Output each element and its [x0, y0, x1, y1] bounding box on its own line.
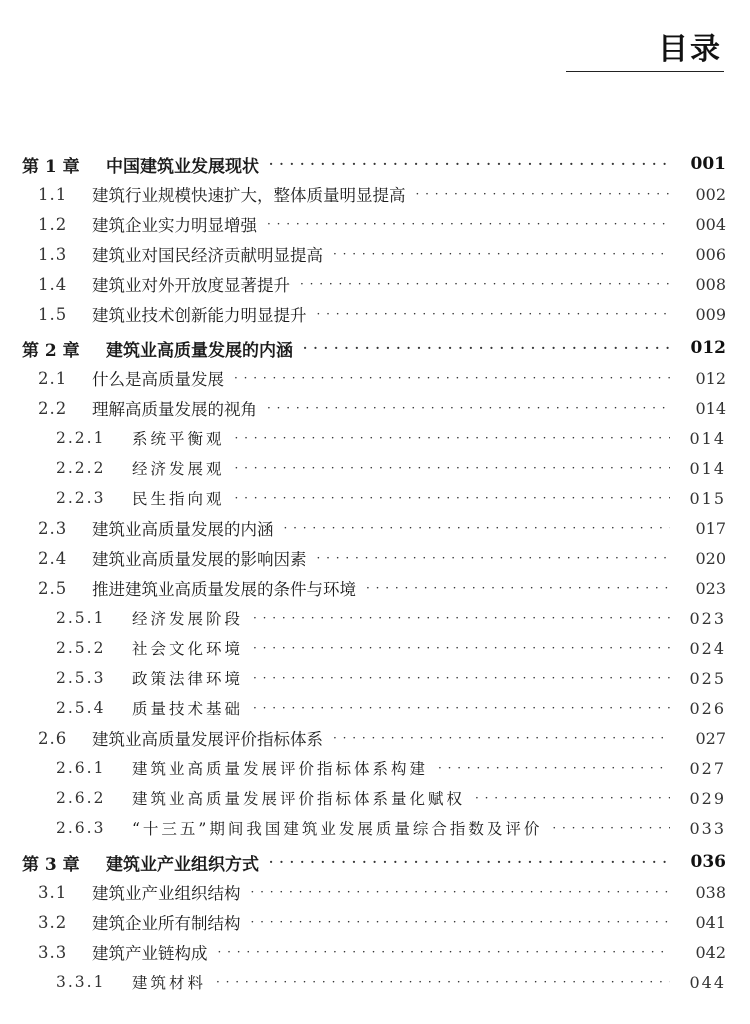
toc-entry-page-number: 020: [695, 548, 726, 568]
dot-leader: [269, 157, 670, 171]
dot-leader: [253, 701, 670, 715]
dot-leader: [366, 581, 670, 595]
toc-entry-page-number: 014: [695, 398, 726, 418]
toc-entry-page-number: 044: [689, 972, 726, 992]
toc-entry-title: 建筑业对国民经济贡献明显提高: [92, 246, 323, 265]
dot-leader: [284, 521, 671, 535]
toc-entry-number: 2.1: [38, 368, 68, 388]
dot-leader: [251, 915, 671, 929]
toc-entry-number: 3.1: [38, 882, 68, 902]
toc-entry-title: 建筑产业链构成: [92, 944, 208, 963]
toc-entry-page-number: 015: [689, 488, 726, 508]
toc-section-entry[interactable]: [0, 543, 750, 573]
toc-entry-title: 什么是高质量发展: [92, 370, 224, 389]
toc-subsection-entry[interactable]: [0, 693, 750, 723]
toc-entry-title: 建筑业高质量发展的内涵: [92, 520, 274, 539]
dot-leader: [235, 431, 670, 445]
toc-entry-page-number: 027: [695, 728, 726, 748]
toc-entry-page-number: 009: [695, 304, 726, 324]
toc-section-entry[interactable]: [0, 877, 750, 907]
dot-leader: [269, 855, 670, 869]
toc-entry-number: 2.3: [38, 518, 68, 538]
toc-entry-title: 建筑行业规模快速扩大，整体质量明显提高: [92, 186, 406, 205]
dot-leader: [251, 885, 671, 899]
toc-entry-number: 2.6.1: [56, 759, 106, 777]
toc-subsection-entry[interactable]: [0, 633, 750, 663]
dot-leader: [475, 791, 670, 805]
table-of-contents: [0, 149, 750, 997]
toc-entry-page-number: 017: [695, 518, 726, 538]
toc-entry-number: 1.2: [38, 214, 68, 234]
toc-entry-page-number: 012: [690, 338, 726, 358]
toc-entry-number: 1.3: [38, 244, 68, 264]
toc-entry-number: 2.2: [38, 398, 68, 418]
toc-entry-title: 建筑业产业组织结构: [92, 884, 241, 903]
toc-entry-number: 1.5: [38, 304, 68, 324]
toc-entry-page-number: 008: [695, 274, 726, 294]
toc-entry-title: 建筑业高质量发展评价指标体系构建: [132, 760, 429, 778]
toc-entry-number: 1.4: [38, 274, 68, 294]
title-underline: [566, 71, 724, 72]
toc-entry-title: 系统平衡观: [132, 430, 225, 448]
dot-leader: [303, 341, 670, 355]
toc-entry-title: 建筑业高质量发展评价指标体系量化赋权: [132, 790, 466, 808]
toc-subsection-entry[interactable]: [0, 813, 750, 843]
page-title: 目录: [658, 32, 722, 67]
toc-section-entry[interactable]: [0, 363, 750, 393]
toc-entry-page-number: 014: [689, 458, 726, 478]
toc-section-entry[interactable]: [0, 723, 750, 753]
toc-entry-page-number: 025: [689, 668, 726, 688]
dot-leader: [317, 307, 671, 321]
toc-entry-number: 3.2: [38, 912, 68, 932]
toc-entry-title: 推进建筑业高质量发展的条件与环境: [92, 580, 356, 599]
dot-leader: [234, 371, 670, 385]
toc-entry-page-number: 004: [695, 214, 726, 234]
toc-entry-number: 2.4: [38, 548, 68, 568]
toc-entry-title: 理解高质量发展的视角: [92, 400, 257, 419]
toc-entry-number: 第 2 章: [22, 340, 80, 361]
toc-entry-page-number: 001: [690, 154, 726, 174]
toc-entry-page-number: 026: [689, 698, 726, 718]
toc-entry-page-number: 002: [695, 184, 726, 204]
toc-subsection-entry[interactable]: [0, 453, 750, 483]
toc-entry-number: 3.3.1: [56, 973, 106, 991]
toc-entry-title: 建筑业高质量发展的影响因素: [92, 550, 307, 569]
dot-leader: [253, 641, 670, 655]
toc-entry-page-number: 024: [689, 638, 726, 658]
toc-section-entry[interactable]: [0, 937, 750, 967]
dot-leader: [235, 461, 670, 475]
toc-entry-number: 2.5: [38, 578, 68, 598]
toc-subsection-entry[interactable]: [0, 753, 750, 783]
toc-entry-page-number: 006: [695, 244, 726, 264]
toc-subsection-entry[interactable]: [0, 603, 750, 633]
toc-entry-page-number: 014: [689, 428, 726, 448]
toc-section-entry[interactable]: [0, 209, 750, 239]
toc-entry-title: 建筑企业实力明显增强: [92, 216, 257, 235]
dot-leader: [267, 401, 670, 415]
toc-chapter-entry[interactable]: [0, 333, 750, 363]
toc-entry-title: 经济发展观: [132, 460, 225, 478]
toc-entry-title: 建筑企业所有制结构: [92, 914, 241, 933]
toc-section-entry[interactable]: [0, 179, 750, 209]
toc-entry-number: 2.5.3: [56, 669, 106, 687]
toc-subsection-entry[interactable]: [0, 967, 750, 997]
toc-section-entry[interactable]: [0, 513, 750, 543]
toc-section-entry[interactable]: [0, 907, 750, 937]
toc-entry-number: 2.6.2: [56, 789, 106, 807]
dot-leader: [253, 671, 670, 685]
toc-entry-title: 经济发展阶段: [132, 610, 244, 628]
toc-entry-number: 2.2.3: [56, 489, 106, 507]
toc-entry-title: 建筑材料: [132, 974, 207, 992]
toc-entry-title: 建筑业高质量发展的内涵: [106, 340, 293, 361]
toc-entry-title: 建筑业技术创新能力明显提升: [92, 306, 307, 325]
toc-section-entry[interactable]: [0, 393, 750, 423]
toc-section-entry[interactable]: [0, 299, 750, 329]
toc-chapter-entry[interactable]: [0, 847, 750, 877]
toc-section-entry[interactable]: [0, 239, 750, 269]
toc-subsection-entry[interactable]: [0, 423, 750, 453]
toc-entry-page-number: 042: [695, 942, 726, 962]
toc-subsection-entry[interactable]: [0, 783, 750, 813]
toc-entry-number: 2.6: [38, 728, 68, 748]
dot-leader: [300, 277, 670, 291]
toc-section-entry[interactable]: [0, 269, 750, 299]
toc-entry-title: 建筑业高质量发展评价指标体系: [92, 730, 323, 749]
toc-entry-number: 1.1: [38, 184, 68, 204]
toc-entry-page-number: 033: [689, 818, 726, 838]
toc-entry-title: 质量技术基础: [132, 700, 244, 718]
toc-entry-title: 社会文化环境: [132, 640, 244, 658]
toc-entry-number: 第 1 章: [22, 156, 80, 177]
dot-leader: [333, 731, 670, 745]
toc-entry-number: 2.6.3: [56, 819, 106, 837]
dot-leader: [552, 821, 670, 835]
toc-entry-page-number: 036: [690, 852, 726, 872]
toc-entry-title: 建筑业对外开放度显著提升: [92, 276, 290, 295]
dot-leader: [333, 247, 670, 261]
toc-entry-page-number: 038: [695, 882, 726, 902]
dot-leader: [438, 761, 670, 775]
toc-entry-number: 2.2.1: [56, 429, 106, 447]
toc-section-entry[interactable]: [0, 573, 750, 603]
dot-leader: [216, 975, 670, 989]
toc-entry-page-number: 023: [695, 578, 726, 598]
toc-subsection-entry[interactable]: [0, 483, 750, 513]
toc-chapter-entry[interactable]: [0, 149, 750, 179]
toc-entry-title: 政策法律环境: [132, 670, 244, 688]
toc-entry-page-number: 027: [689, 758, 726, 778]
dot-leader: [218, 945, 671, 959]
toc-entry-number: 2.5.4: [56, 699, 106, 717]
toc-entry-number: 3.3: [38, 942, 68, 962]
toc-entry-page-number: 029: [689, 788, 726, 808]
toc-entry-number: 2.2.2: [56, 459, 106, 477]
toc-subsection-entry[interactable]: [0, 663, 750, 693]
toc-entry-page-number: 023: [689, 608, 726, 628]
toc-entry-page-number: 041: [695, 912, 726, 932]
toc-entry-title: 民生指向观: [132, 490, 225, 508]
toc-entry-title: 建筑业产业组织方式: [106, 854, 259, 875]
dot-leader: [267, 217, 670, 231]
dot-leader: [317, 551, 671, 565]
toc-entry-number: 第 3 章: [22, 854, 80, 875]
toc-entry-number: 2.5.1: [56, 609, 106, 627]
toc-entry-title: “十三五”期间我国建筑业发展质量综合指数及评价: [132, 820, 543, 838]
toc-entry-number: 2.5.2: [56, 639, 106, 657]
dot-leader: [416, 187, 671, 201]
dot-leader: [235, 491, 670, 505]
dot-leader: [253, 611, 670, 625]
toc-entry-page-number: 012: [695, 368, 726, 388]
toc-entry-title: 中国建筑业发展现状: [106, 156, 259, 177]
